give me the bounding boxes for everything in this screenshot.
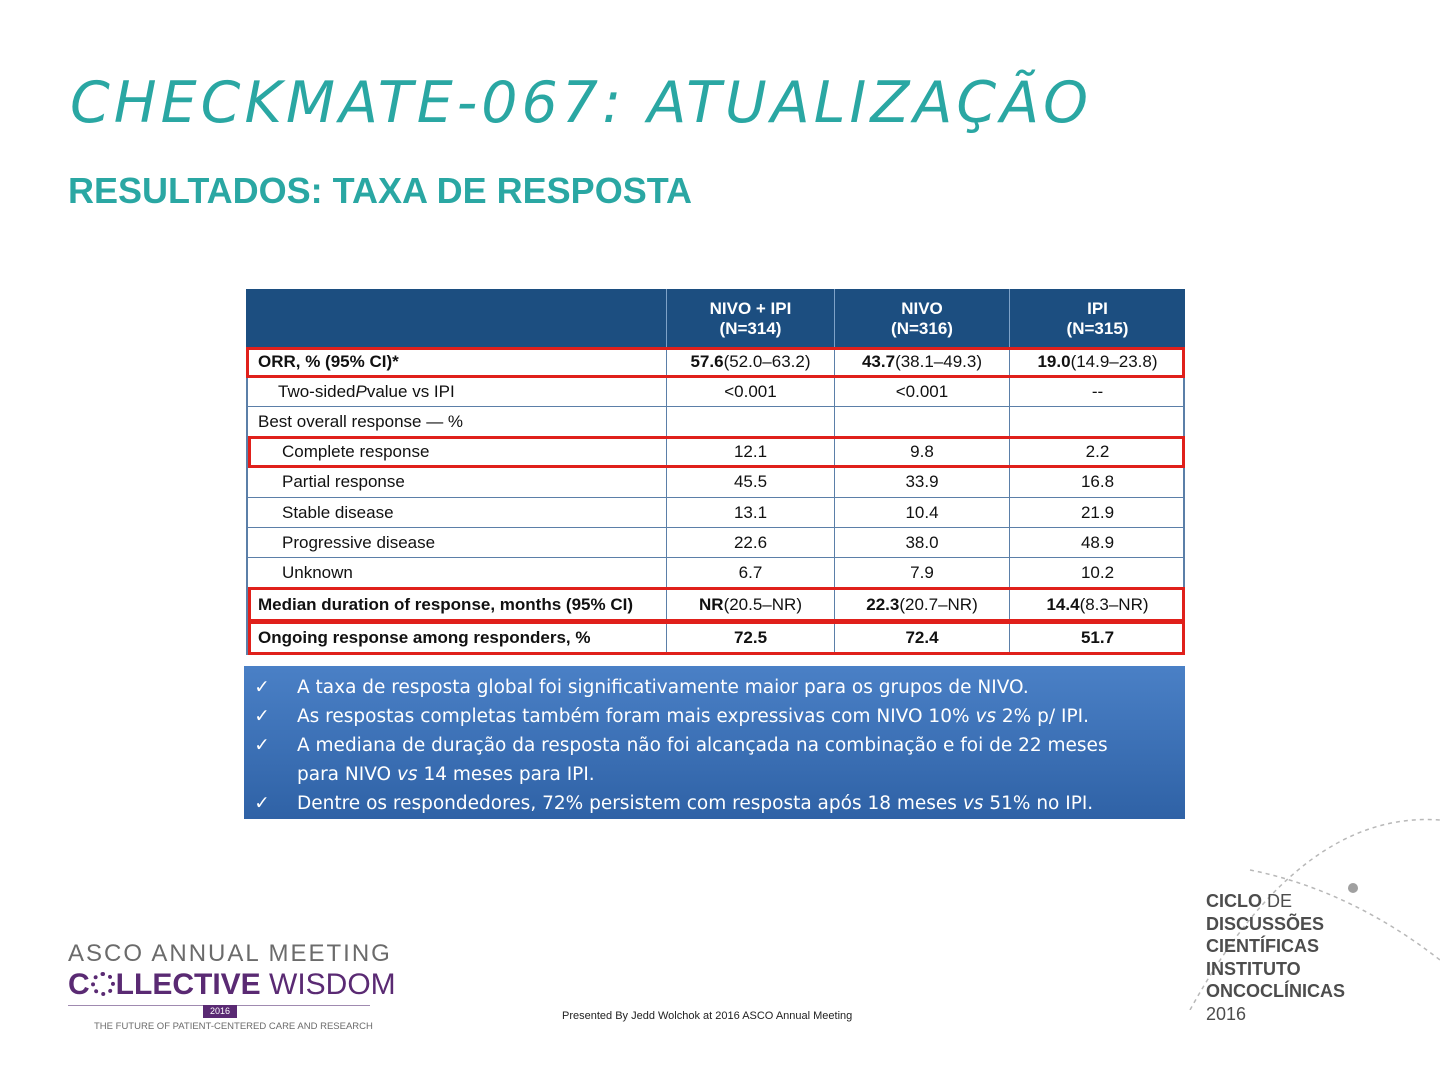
- cell-value: 6.7: [666, 558, 834, 587]
- asco-logo: [68, 940, 396, 1032]
- row-label: Partial response: [282, 472, 405, 491]
- row-label: Complete response: [282, 441, 430, 461]
- row-label: Median duration of response, months (95% CI): [258, 594, 633, 614]
- row-label: Progressive disease: [282, 532, 436, 552]
- summary-bullet: ✓ As respostas completas também foram mais expressivas com NIVO 10% vs 2% p/ IPI.: [244, 702, 1185, 731]
- table-row-pvalue: [246, 377, 1185, 407]
- cell-value: <0.001: [834, 377, 1009, 406]
- cell-value: 2.2: [1009, 437, 1185, 466]
- cell-value: 38.0: [834, 528, 1009, 557]
- asco-tagline: THE FUTURE OF PATIENT-CENTERED CARE AND RESEARCH: [94, 1021, 373, 1032]
- highlight-ongoing: [248, 621, 1185, 655]
- check-icon: ✓: [254, 677, 270, 698]
- summary-bullet: ✓ A mediana de duração da resposta não foi alcançada na combinação e foi de 22 meses para NIVO vs 14 meses para IPI.: [244, 731, 1185, 789]
- cell-value: 19.0 (14.9–23.8): [1009, 347, 1185, 376]
- cell-value: 14.4 (8.3–NR): [1009, 588, 1185, 621]
- cell-value: 16.8: [1009, 467, 1185, 497]
- table-header: [246, 289, 1185, 347]
- row-label: Two-sided P value vs IPI: [278, 381, 455, 401]
- cell-value: 45.5: [666, 467, 834, 497]
- cell-value: 51.7: [1009, 622, 1185, 654]
- asco-circle-icon: [91, 972, 115, 996]
- summary-box: [244, 666, 1185, 819]
- cell-value: 22.3 (20.7–NR): [834, 588, 1009, 621]
- asco-title: ASCO ANNUAL MEETING: [68, 940, 392, 967]
- table-row: [246, 498, 1185, 528]
- header-nivo-ipi: NIVO + IPI (N=314): [666, 289, 834, 347]
- cell-empty: [666, 407, 834, 436]
- cell-value: 21.9: [1009, 498, 1185, 527]
- row-label: ORR, % (95% CI)*: [258, 351, 399, 371]
- cell-value: 7.9: [834, 558, 1009, 587]
- header-ipi: IPI (N=315): [1009, 289, 1185, 347]
- highlight-duration: [248, 587, 1185, 622]
- cell-value: 57.6 (52.0–63.2): [666, 347, 834, 376]
- summary-bullet: ✓ A taxa de resposta global foi significativamente maior para os grupos de NIVO.: [244, 673, 1185, 702]
- table-row-best-response: [246, 407, 1185, 437]
- cell-value: <0.001: [666, 377, 834, 406]
- check-icon: ✓: [254, 735, 270, 756]
- cell-value: NR (20.5–NR): [666, 588, 834, 621]
- presenter-credit: Presented By Jedd Wolchok at 2016 ASCO Annual Meeting: [562, 1010, 853, 1022]
- slide-title: CHECKMATE-067: ATUALIZAÇÃO: [70, 70, 1093, 136]
- cell-value: 10.4: [834, 498, 1009, 527]
- cell-value: 33.9: [834, 467, 1009, 497]
- cell-value: 72.5: [666, 622, 834, 654]
- cell-value: --: [1009, 377, 1185, 406]
- highlight-orr: [246, 347, 1185, 378]
- highlight-complete-response: [248, 436, 1185, 468]
- cell-value: 48.9: [1009, 528, 1185, 557]
- cell-value: 12.1: [666, 437, 834, 466]
- table-row: [246, 467, 1185, 498]
- response-table: [246, 289, 1185, 655]
- row-label: Stable disease: [282, 502, 394, 522]
- cell-empty: [834, 407, 1009, 436]
- row-label: Ongoing response among responders, %: [258, 628, 591, 647]
- summary-bullet: ✓ Dentre os respondedores, 72% persistem com resposta após 18 meses vs 51% no IPI.: [244, 789, 1185, 818]
- check-icon: ✓: [254, 706, 270, 727]
- cell-value: 13.1: [666, 498, 834, 527]
- slide-subtitle: RESULTADOS: TAXA DE RESPOSTA: [68, 170, 693, 211]
- header-nivo: NIVO (N=316): [834, 289, 1009, 347]
- cell-value: 10.2: [1009, 558, 1185, 587]
- cell-value: 9.8: [834, 437, 1009, 466]
- cell-value: 22.6: [666, 528, 834, 557]
- asco-year-rule: 2016: [68, 1005, 370, 1019]
- cell-value: 72.4: [834, 622, 1009, 654]
- row-label: Best overall response — %: [258, 411, 464, 431]
- row-label: Unknown: [282, 562, 353, 582]
- table-row: [246, 558, 1185, 588]
- cell-value: 43.7 (38.1–49.3): [834, 347, 1009, 376]
- check-icon: ✓: [254, 793, 270, 814]
- cell-empty: [1009, 407, 1185, 436]
- asco-wordmark: C LLECTIVE WISDOM: [68, 968, 396, 1001]
- ciclo-logo: CICLO DE DISCUSSÕES CIENTÍFICAS INSTITUTO ONCOCLÍNICAS 2016: [1206, 891, 1345, 1024]
- table-row: [246, 528, 1185, 558]
